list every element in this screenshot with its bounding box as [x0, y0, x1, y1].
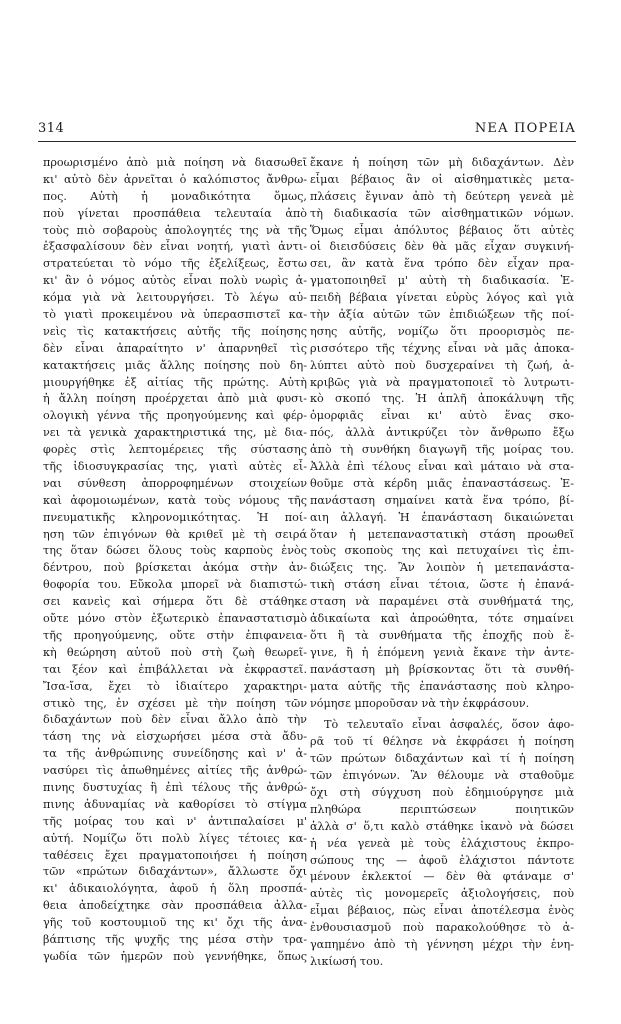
text-line: μιουργήθηκε ἐξ αἰτίας τῆς πρώτης. Αὐτὴ	[43, 375, 307, 389]
text-line: ὄχι στὴ σύγχυση ποὺ ἐδημιούργησε μιὰ	[310, 785, 574, 799]
text-line: Ὅμως εἶμαι ἀπόλυτος βέβαιος ὅτι αὐτὲς	[310, 223, 574, 237]
text-line: ἐξασφαλίσουν δὲν εἶναι νοητή, γιατὶ ἀντι-	[43, 240, 307, 254]
text-line: κι' ἀδικαιολόγητα, ἀφοῦ ἡ ὅλη προσπά-	[43, 882, 307, 896]
text-line: τῶν πρώτων διδαχάντων καὶ τί ἡ ποίηση	[310, 752, 574, 766]
text-line: ματα αὐτῆς τῆς ἐπανάστασης ποὺ κληρο-	[310, 679, 574, 693]
text-line: βάπτισης τῆς ψυχῆς της μέσα στὴν τρα-	[43, 932, 307, 946]
text-line: κριβῶς γιὰ νὰ πραγματοποιεῖ τὸ λυτρωτι-	[310, 375, 574, 389]
text-line: ποὺ γίνεται προσπάθεια τελευταία ἀπὸ	[43, 206, 307, 220]
text-line: πινης ἀδυναμίας νὰ καθορίσει τὸ στίγμα	[43, 797, 307, 811]
text-line: νασύρει τὶς ἀπωθημένες αἰτίες τῆς ἀνθρώ-	[43, 764, 307, 778]
text-line: τὴν ἀξία αὐτῶν τῶν ἐπιδιώξεων τῆς ποί-	[310, 308, 574, 322]
text-line: νει τὰ γενικὰ χαρακτηριστικά της, μὲ δια-	[43, 426, 307, 440]
text-line: γματοποιηθεῖ μ' αὐτὴ τὴ διαδικασία. Ἐ-	[310, 274, 574, 288]
text-line: ἀλλὰ σ' ὅ,τι καλὸ στάθηκε ἱκανὸ νὰ δώσει	[310, 819, 574, 833]
text-line: οἱ διεισδύσεις δὲν θὰ μᾶς εἶχαν συγκινή-	[310, 240, 574, 254]
text-line: τῶν «πρώτων διδαχάντων», ἄλλωστε ὄχι	[43, 865, 307, 879]
text-line: κόμα γιὰ νὰ λειτουργήσει. Τὸ λέγω αὐ-	[43, 291, 307, 305]
text-line: πανάσταση μὴ βρίσκοντας ὅτι τὰ συνθή-	[310, 662, 574, 676]
text-line: αιη ἀλλαγή. Ἡ ἐπανάσταση δικαιώνεται	[310, 510, 574, 524]
text-line: ἡ ἄλλη ποίηση προέρχεται ἀπὸ μιὰ φυσι-	[43, 392, 307, 406]
text-line: Ἀλλὰ ἐπὶ τέλους εἶναι καὶ μάταιο νὰ στα-	[310, 460, 574, 474]
page-number: 314	[38, 121, 65, 136]
text-line: ἐνθουσιασμοῦ ποὺ παρακολούθησε τὸ ἀ-	[310, 921, 574, 935]
text-line: ολογικὴ γέννα τῆς προηγούμενης καὶ φέρ-	[43, 409, 307, 423]
text-line: αὐτή. Νομίζω ὅτι πολὺ λίγες τέτοιες κα-	[43, 831, 307, 845]
text-line: ἀπὸ τὴ συνθήκη διαγωγῆ τῆς μοίρας του.	[310, 443, 574, 457]
text-line: διδαχάντων ποὺ δὲν εἶναι ἄλλο ἀπὸ τὴν	[43, 713, 307, 727]
text-line: θεια ἀποδείχτηκε σὰν προσπάθεια ἀλλα-	[43, 899, 307, 913]
text-line: θοφορία του. Εὔκολα μπορεῖ νὰ διαπιστώ-	[43, 578, 307, 592]
text-line: γῆς τοῦ κοστουμιοῦ της κι' ὄχι τῆς ἀνα-	[43, 916, 307, 930]
text-line: φορὲς στὶς λεπτομέρειες τῆς σύστασης	[43, 443, 307, 457]
text-line: σει, ἂν κατὰ ἕνα τρόπο δὲν εἶχαν πρα-	[310, 257, 574, 271]
text-line: οὔτε μόνο στὸν ἐξωτερικὸ ἐπαναστατισμὸ	[43, 612, 307, 626]
text-line: τοὺς σκοποὺς της καὶ πετυχαίνει τὶς ἐπι-	[310, 544, 574, 558]
text-line: τοὺς πιὸ σοβαροὺς ἀπολογητές της νὰ τῆς	[43, 223, 307, 237]
text-line: ηση τῶν ἐπιγόνων θὰ κριθεῖ μὲ τὴ σειρά	[43, 527, 307, 541]
left-column	[43, 155, 307, 966]
text-line: λικίωσή του.	[310, 954, 384, 968]
text-line: τῆς ἰδιοσυγκρασίας της, γιατὶ αὐτὲς εἶ-	[43, 460, 307, 474]
text-line: πός, ἀλλὰ ἀντικρύζει τὸν ἄνθρωπο ἔξω	[310, 426, 574, 440]
text-line: σώπους της — ἀφοῦ ἐλάχιστοι πάντοτε	[310, 853, 574, 867]
text-line: ταθέσεις ἔχει πραγματοποιήσει ἡ ποίηση	[43, 848, 307, 862]
text-line: Τὸ τελευταῖο εἶναι ἀσφαλές, ὅσον ἀφο-	[324, 718, 574, 732]
text-line: πνευματικῆς κληρονομικότητας. Ἡ ποί-	[43, 510, 307, 524]
text-line: γωδία τῶν ἡμερῶν ποὺ γεννήθηκε, ὅπως	[43, 949, 307, 963]
text-line: κι' αὐτὸ δὲν ἀρνεῖται ὁ καλόπιστος ἄνθρω-	[43, 172, 307, 186]
text-line: ναι σύνθεση ἀπορροφημένων στοιχείων	[43, 476, 307, 490]
text-line: ησης αὐτῆς, νομίζω ὅτι προορισμὸς πε-	[310, 324, 574, 338]
text-line: ὅτι ἢ τὰ συνθήματα τῆς ἐποχῆς ποὺ ἔ-	[310, 628, 574, 642]
page-header	[38, 121, 576, 141]
text-line: πειδὴ βέβαια γίνεται εὐρὺς λόγος καὶ γιὰ	[310, 291, 574, 305]
text-line: τῶν ἐπιγόνων. Ἂν θέλουμε νὰ σταθοῦμε	[310, 769, 574, 783]
text-line: πινης δυστυχίας ἢ ἐπὶ τέλους τῆς ἀνθρώ-	[43, 780, 307, 794]
text-line: αὐτὲς τὶς μονομερεῖς ἀξιολογήσεις, ποὺ	[310, 887, 574, 901]
text-line: πος. Αὐτὴ ἡ μοναδικότητα ὅμως,	[43, 189, 307, 203]
text-line: λύπτει αὐτὸ ποὺ δυσχεραίνει τὴ ζωή, ἀ-	[310, 358, 574, 372]
text-line: ται ξέον καὶ ἐπιβάλλεται νὰ ἐκφραστεῖ.	[43, 662, 307, 676]
text-line: μένουν ἐκλεκτοί — δὲν θὰ φτάναμε σ'	[310, 870, 574, 884]
text-line: νόμησε μποροῦσαν νὰ τὴν ἐκφράσουν.	[310, 696, 530, 710]
text-line: νεὶς τὶς κατακτήσεις αὐτῆς τῆς ποίησης	[43, 324, 307, 338]
text-line: τὸ γιατὶ προκειμένου νὰ ὑπερασπιστεῖ κα-	[43, 308, 307, 322]
text-line: γινε, ἢ ἡ ἑπόμενη γενιὰ ἔκανε τὴν ἀντε-	[310, 645, 574, 659]
text-line: εἶμαι βέβαιος ἂν οἱ αἰσθηματικὲς μετα-	[310, 172, 574, 186]
text-line: εἶμαι βέβαιος, πὼς εἶναι ἀποτέλεσμα ἑνὸς	[310, 904, 574, 918]
text-line: θοῦμε στὰ κέρδη μιᾶς ἐπαναστάσεως. Ἐ-	[310, 476, 574, 490]
text-line: γαπημένο ἀπὸ τὴ γέννηση μέχρι τὴν ἐνη-	[310, 937, 574, 951]
text-line: πανάσταση σημαίνει κατὰ ἕνα τρόπο, βί-	[310, 493, 574, 507]
text-line: καὶ ἀφομοιωμένων, κατὰ τοὺς νόμους τῆς	[43, 493, 307, 507]
text-line: κὸ σκοπό της. Ἡ ἁπλῆ ἀποκάλυψη τῆς	[310, 392, 574, 406]
text-line: ὁμορφιᾶς εἶναι κι' αὐτὸ ἕνας σκο-	[310, 409, 574, 423]
text-line: τῆς προηγούμενης, οὔτε στὴν ἐπιφανεια-	[43, 628, 307, 642]
text-line: σει κανεὶς καὶ σήμερα ὅτι δὲ στάθηκε	[43, 595, 307, 609]
text-line: τὴ διαδικασία τῶν αἰσθηματικῶν νόμων.	[310, 206, 574, 220]
text-line: τάση της νὰ εἰσχωρήσει μέσα στὰ ἄδυ-	[43, 730, 307, 744]
text-line: στρατεύεται τὸ νόμο τῆς ἐξελίξεως, ἔστω	[43, 257, 307, 271]
text-line: ὅταν ἡ μετεπαναστατικὴ στάση προωθεῖ	[310, 527, 574, 541]
text-line: στικὸ της, ἐν σχέσει μὲ τὴν ποίηση τῶν	[43, 696, 307, 710]
text-line: διώξεις της. Ἂν λοιπὸν ἡ μετεπανάστα-	[310, 561, 574, 575]
text-line: σταση νὰ παραμένει στὰ συνθήματά της,	[310, 595, 574, 609]
text-line: κὴ θεώρηση αὐτοῦ ποὺ στὴ ζωὴ θεωρεῖ-	[43, 645, 307, 659]
text-line: τα τῆς ἀνθρώπινης συνείδησης καὶ ν' ἀ-	[43, 747, 307, 761]
text-line: προωρισμένο ἀπὸ μιὰ ποίηση νὰ διασωθεῖ	[43, 156, 307, 169]
text-line: πλάσεις ἔγιναν ἀπὸ τὴ δεύτερη γενεὰ μὲ	[310, 189, 574, 203]
text-line: ἀδικαίωτα καὶ ἀπροώθητα, τότε σημαίνει	[310, 612, 574, 626]
header-rule	[38, 141, 576, 142]
journal-title: ΝΕΑ ΠΟΡΕΙΑ	[474, 121, 576, 136]
text-line: Ἴσα-ἴσα, ἔχει τὸ ἰδιαίτερο χαρακτηρι-	[43, 679, 307, 693]
text-line: πληθώρα περιπτώσεων ποιητικῶν	[310, 802, 574, 816]
text-line: ρᾶ τοῦ τί θέλησε νὰ ἐκφράσει ἡ ποίηση	[310, 735, 574, 749]
text-line: κατακτήσεις μιᾶς ἄλλης ποίησης ποὺ δη-	[43, 358, 307, 372]
text-line: της ὅταν δώσει ὅλους τοὺς καρποὺς ἑνὸς	[43, 544, 307, 558]
text-line: τικὴ στάση εἶναι τέτοια, ὥστε ἡ ἐπανά-	[310, 578, 574, 592]
text-line: τῆς μοίρας του καὶ ν' ἀντιπαλαίσει μ'	[43, 814, 307, 828]
text-line: δέντρου, ποὺ βρίσκεται ἀκόμα στὴν ἀν-	[43, 561, 307, 575]
text-line: ἡ νέα γενεὰ μὲ τοὺς ἐλάχιστους ἐκπρο-	[310, 836, 574, 850]
text-line: ρισσότερο τῆς τέχνης εἶναι νὰ μᾶς ἀποκα-	[310, 341, 574, 355]
text-line: ἔκανε ἡ ποίηση τῶν μὴ διδαχάντων. Δὲν	[310, 156, 574, 169]
text-line: δὲν εἶναι ἀπαραίτητο ν' ἀπαρνηθεῖ τὶς	[43, 341, 307, 355]
right-column	[310, 155, 574, 971]
text-line: κι' ἂν ὁ νόμος αὐτὸς εἶναι πολὺ νωρὶς ἀ-	[43, 274, 307, 288]
